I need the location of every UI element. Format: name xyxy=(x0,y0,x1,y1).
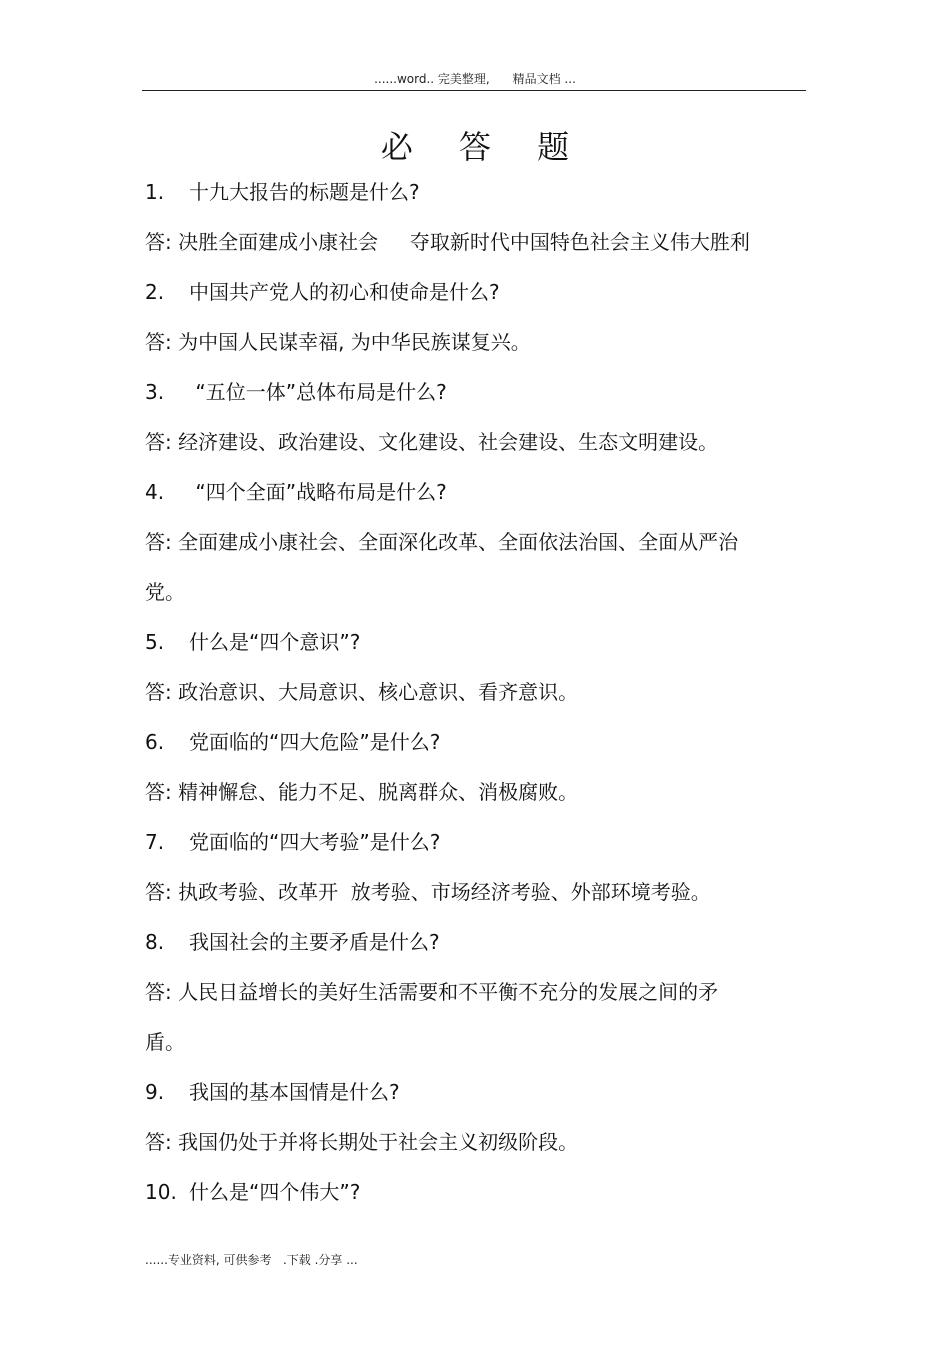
question-number: 5. xyxy=(145,630,165,654)
question-line xyxy=(145,475,785,525)
question-number: 8. xyxy=(145,930,165,954)
document-title: 必 答 题 xyxy=(380,128,588,166)
question-line xyxy=(145,375,785,425)
question-number: 7. xyxy=(145,830,165,854)
answer-line: 党。 xyxy=(145,580,185,604)
question-line xyxy=(145,925,785,975)
question-number: 4. xyxy=(145,480,165,504)
question-text: 什么是“四个意识”? xyxy=(189,630,361,654)
question-text: “四个全面”战略布局是什么? xyxy=(189,480,447,504)
question-number: 10. xyxy=(145,1180,177,1204)
answer-line: 盾。 xyxy=(145,1030,185,1054)
answer-line: 答: 政治意识、大局意识、核心意识、看齐意识。 xyxy=(145,680,579,704)
question-text: 十九大报告的标题是什么? xyxy=(189,180,420,204)
question-text: 中国共产党人的初心和使命是什么? xyxy=(189,280,500,304)
question-number: 2. xyxy=(145,280,165,304)
answer-line: 答: 我国仍处于并将长期处于社会主义初级阶段。 xyxy=(145,1130,579,1154)
question-line xyxy=(145,275,785,325)
answer-line: 答: 决胜全面建成小康社会 夺取新时代中国特色社会主义伟大胜利 xyxy=(145,230,750,254)
question-number: 6. xyxy=(145,730,165,754)
question-line xyxy=(145,825,785,875)
question-text: 党面临的“四大考验”是什么? xyxy=(189,830,441,854)
question-text: 我国的基本国情是什么? xyxy=(189,1080,400,1104)
qa-list xyxy=(145,175,785,1225)
question-number: 9. xyxy=(145,1080,165,1104)
answer-line: 答: 人民日益增长的美好生活需要和不平衡不充分的发展之间的矛 xyxy=(145,980,719,1004)
question-line xyxy=(145,1075,785,1125)
answer-line: 答: 经济建设、政治建设、文化建设、社会建设、生态文明建设。 xyxy=(145,430,719,454)
question-line xyxy=(145,725,785,775)
question-text: “五位一体”总体布局是什么? xyxy=(189,380,447,404)
question-text: 党面临的“四大危险”是什么? xyxy=(189,730,441,754)
question-line xyxy=(145,1175,785,1225)
answer-line: 答: 精神懈怠、能力不足、脱离群众、消极腐败。 xyxy=(145,780,579,804)
question-text: 我国社会的主要矛盾是什么? xyxy=(189,930,440,954)
question-number: 3. xyxy=(145,380,165,404)
header-divider xyxy=(142,90,806,91)
question-line xyxy=(145,625,785,675)
page-footer: ......专业资料, 可供参考 .下载 .分享 ... xyxy=(145,1253,358,1267)
answer-line: 答: 全面建成小康社会、全面深化改革、全面依法治国、全面从严治 xyxy=(145,530,739,554)
question-number: 1. xyxy=(145,180,165,204)
question-line xyxy=(145,175,785,225)
question-text: 什么是“四个伟大”? xyxy=(189,1180,361,1204)
answer-line: 答: 执政考验、改革开 放考验、市场经济考验、外部环境考验。 xyxy=(145,880,711,904)
answer-line: 答: 为中国人民谋幸福, 为中华民族谋复兴。 xyxy=(145,330,531,354)
page-header: ......word.. 完美整理, 精品文档 ... xyxy=(374,72,576,86)
